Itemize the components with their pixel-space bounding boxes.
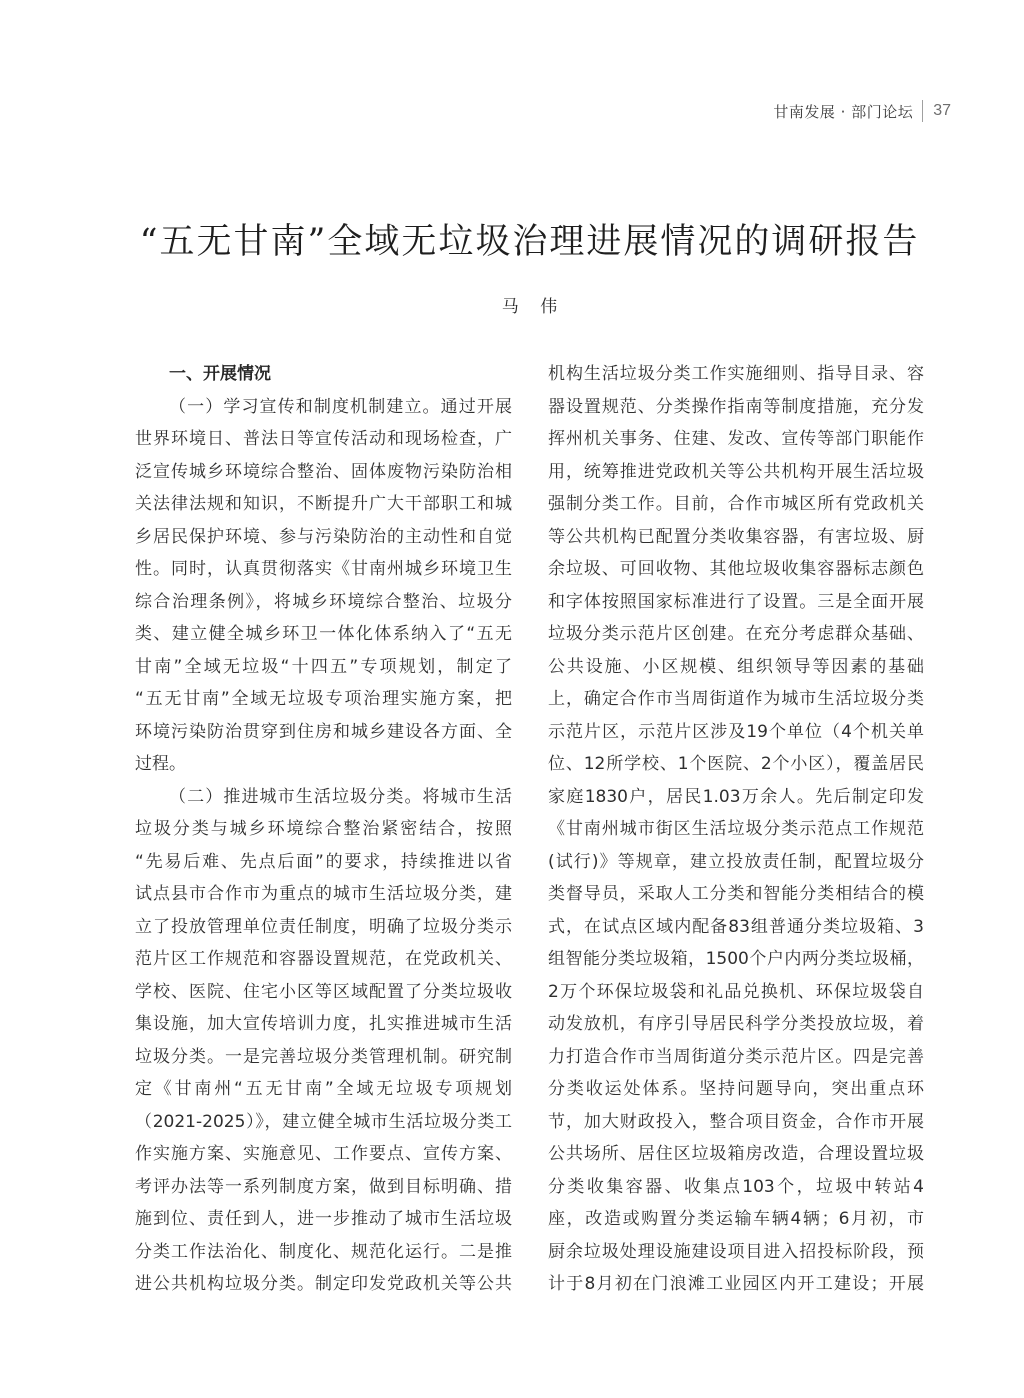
body-text-line: 类督导员，采取人工分类和智能分类相结合的模 <box>548 884 924 904</box>
body-text-line: 过程。 <box>135 754 186 774</box>
section-title: 甘南发展 · 部门论坛 <box>773 102 914 121</box>
body-text-line: 垃圾分类示范片区创建。在充分考虑群众基础、 <box>548 624 924 644</box>
body-text-line: 作实施方案、实施意见、工作要点、宣传方案、 <box>135 1144 512 1164</box>
paragraph <box>135 781 512 1301</box>
body-text-line: 垃圾分类。一是完善垃圾分类管理机制。研究制 <box>135 1046 512 1067</box>
body-text-line: 试点县市合作市为重点的城市生活垃圾分类，建 <box>135 884 512 904</box>
body-text-line: （二）推进城市生活垃圾分类。将城市生活 <box>169 786 512 807</box>
body-text-line: 集设施，加大宣传培训力度，扎实推进城市生活 <box>135 1014 512 1034</box>
body-text-line: 分类收集容器、收集点103个，垃圾中转站4 <box>548 1176 924 1197</box>
body-text-line: “先易后难、先点后面”的要求，持续推进以省 <box>135 851 512 872</box>
body-text-line: 范片区工作规范和容器设置规范，在党政机关、 <box>135 949 512 969</box>
paragraph <box>135 391 512 781</box>
body-text-line: 综合治理条例》，将城乡环境综合整治、垃圾分 <box>135 591 512 612</box>
body-text-line: 器设置规范、分类操作指南等制度措施，充分发 <box>548 396 924 417</box>
body-text-line: 示范片区，示范片区涉及19个单位（4个机关单 <box>548 721 924 742</box>
body-text-line: 2万个环保垃圾袋和礼品兑换机、环保垃圾袋自 <box>548 981 924 1002</box>
body-text-line: 家庭1830户，居民1.03万余人。先后制定印发 <box>548 786 924 807</box>
body-text-line: 关法律法规和知识，不断提升广大干部职工和城 <box>135 494 512 514</box>
body-text-line: 泛宣传城乡环境综合整治、固体废物污染防治相 <box>135 461 512 482</box>
body-text-line: 组智能分类垃圾箱，1500个户内两分类垃圾桶， <box>548 949 924 969</box>
right-column <box>548 358 924 1301</box>
body-text-line: 节，加大财政投入，整合项目资金，合作市开展 <box>548 1111 924 1132</box>
body-text-line: 余垃圾、可回收物、其他垃圾收集容器标志颜色 <box>548 559 924 579</box>
body-text-line: 施到位、责任到人，进一步推动了城市生活垃圾 <box>135 1209 512 1229</box>
body-text-line: 座，改造或购置分类运输车辆4辆；6月初，市 <box>548 1209 924 1229</box>
body-text-line: 计于8月初在门浪滩工业园区内开工建设；开展 <box>548 1274 924 1294</box>
body-text-line: （一）学习宣传和制度机制建立。通过开展 <box>169 396 512 417</box>
paragraph <box>548 358 924 1301</box>
left-column-body <box>135 391 512 1301</box>
body-text-line: 《甘南州城市街区生活垃圾分类示范点工作规范 <box>548 819 924 839</box>
body-text-line: 甘南”全域无垃圾“十四五”专项规划，制定了 <box>135 656 512 677</box>
body-text-line: 学校、医院、住宅小区等区域配置了分类垃圾收 <box>135 981 512 1002</box>
header-divider <box>922 100 923 122</box>
body-text-line: 用，统筹推进党政机关等公共机构开展生活垃圾 <box>548 461 924 482</box>
body-text-line: 公共场所、居住区垃圾箱房改造，合理设置垃圾 <box>548 1144 924 1164</box>
right-column-body <box>548 358 924 1301</box>
body-text-line: 等公共机构已配置分类收集容器，有害垃圾、厨 <box>548 526 924 547</box>
page-number: 37 <box>933 102 951 119</box>
body-text-line: 环境污染防治贯穿到住房和城乡建设各方面、全 <box>135 721 512 742</box>
body-text-line: 进公共机构垃圾分类。制定印发党政机关等公共 <box>135 1274 512 1294</box>
body-text-line: “五无甘南”全域无垃圾专项治理实施方案，把 <box>135 689 512 709</box>
body-text-line: 定《甘南州“五无甘南”全域无垃圾专项规划 <box>135 1079 512 1099</box>
body-text-line: 位、12所学校、1个医院、2个小区），覆盖居民 <box>548 754 924 774</box>
body-text-line: 立了投放管理单位责任制度，明确了垃圾分类示 <box>135 916 512 937</box>
body-text-line: 力打造合作市当周街道分类示范片区。四是完善 <box>548 1046 924 1067</box>
body-text-line: 公共设施、小区规模、组织领导等因素的基础 <box>548 656 924 677</box>
body-text-line: 动发放机，有序引导居民科学分类投放垃圾，着 <box>548 1014 924 1034</box>
body-text-line: 和字体按照国家标准进行了设置。三是全面开展 <box>548 591 924 612</box>
article-title: “五无甘南”全域无垃圾治理进展情况的调研报告 <box>139 222 920 262</box>
body-text-line: 挥州机关事务、住建、发改、宣传等部门职能作 <box>548 429 924 449</box>
running-header <box>773 99 951 123</box>
section-heading: 一、开展情况 <box>169 364 271 384</box>
body-text-line: （2021-2025）》，建立健全城市生活垃圾分类工 <box>135 1111 512 1132</box>
body-text-line: 式，在试点区域内配备83组普通分类垃圾箱、3 <box>548 916 924 937</box>
body-text-line: 强制分类工作。目前，合作市城区所有党政机关 <box>548 494 924 514</box>
body-text-line: 机构生活垃圾分类工作实施细则、指导目录、容 <box>548 364 924 384</box>
body-text-line: 乡居民保护环境、参与污染防治的主动性和自觉 <box>135 526 512 547</box>
body-text-line: 性。同时，认真贯彻落实《甘南州城乡环境卫生 <box>135 559 512 579</box>
body-text-line: 上，确定合作市当周街道作为城市生活垃圾分类 <box>548 689 924 709</box>
body-text-line: 世界环境日、普法日等宣传活动和现场检查，广 <box>135 429 512 449</box>
body-text-line: 垃圾分类与城乡环境综合整治紧密结合，按照 <box>135 819 512 839</box>
body-text-line: 分类工作法治化、制度化、规范化运行。二是推 <box>135 1241 512 1262</box>
article-author: 马 伟 <box>501 297 558 317</box>
body-text-line: 分类收运处体系。坚持问题导向，突出重点环 <box>548 1079 924 1099</box>
body-text-line: 考评办法等一系列制度方案，做到目标明确、措 <box>135 1176 512 1197</box>
body-text-line: 类、建立健全城乡环卫一体化体系纳入了“五无 <box>135 624 512 644</box>
left-column <box>135 358 512 1301</box>
body-text-line: (试行)》等规章，建立投放责任制，配置垃圾分 <box>548 851 924 872</box>
body-text-line: 厨余垃圾处理设施建设项目进入招投标阶段，预 <box>548 1241 924 1262</box>
